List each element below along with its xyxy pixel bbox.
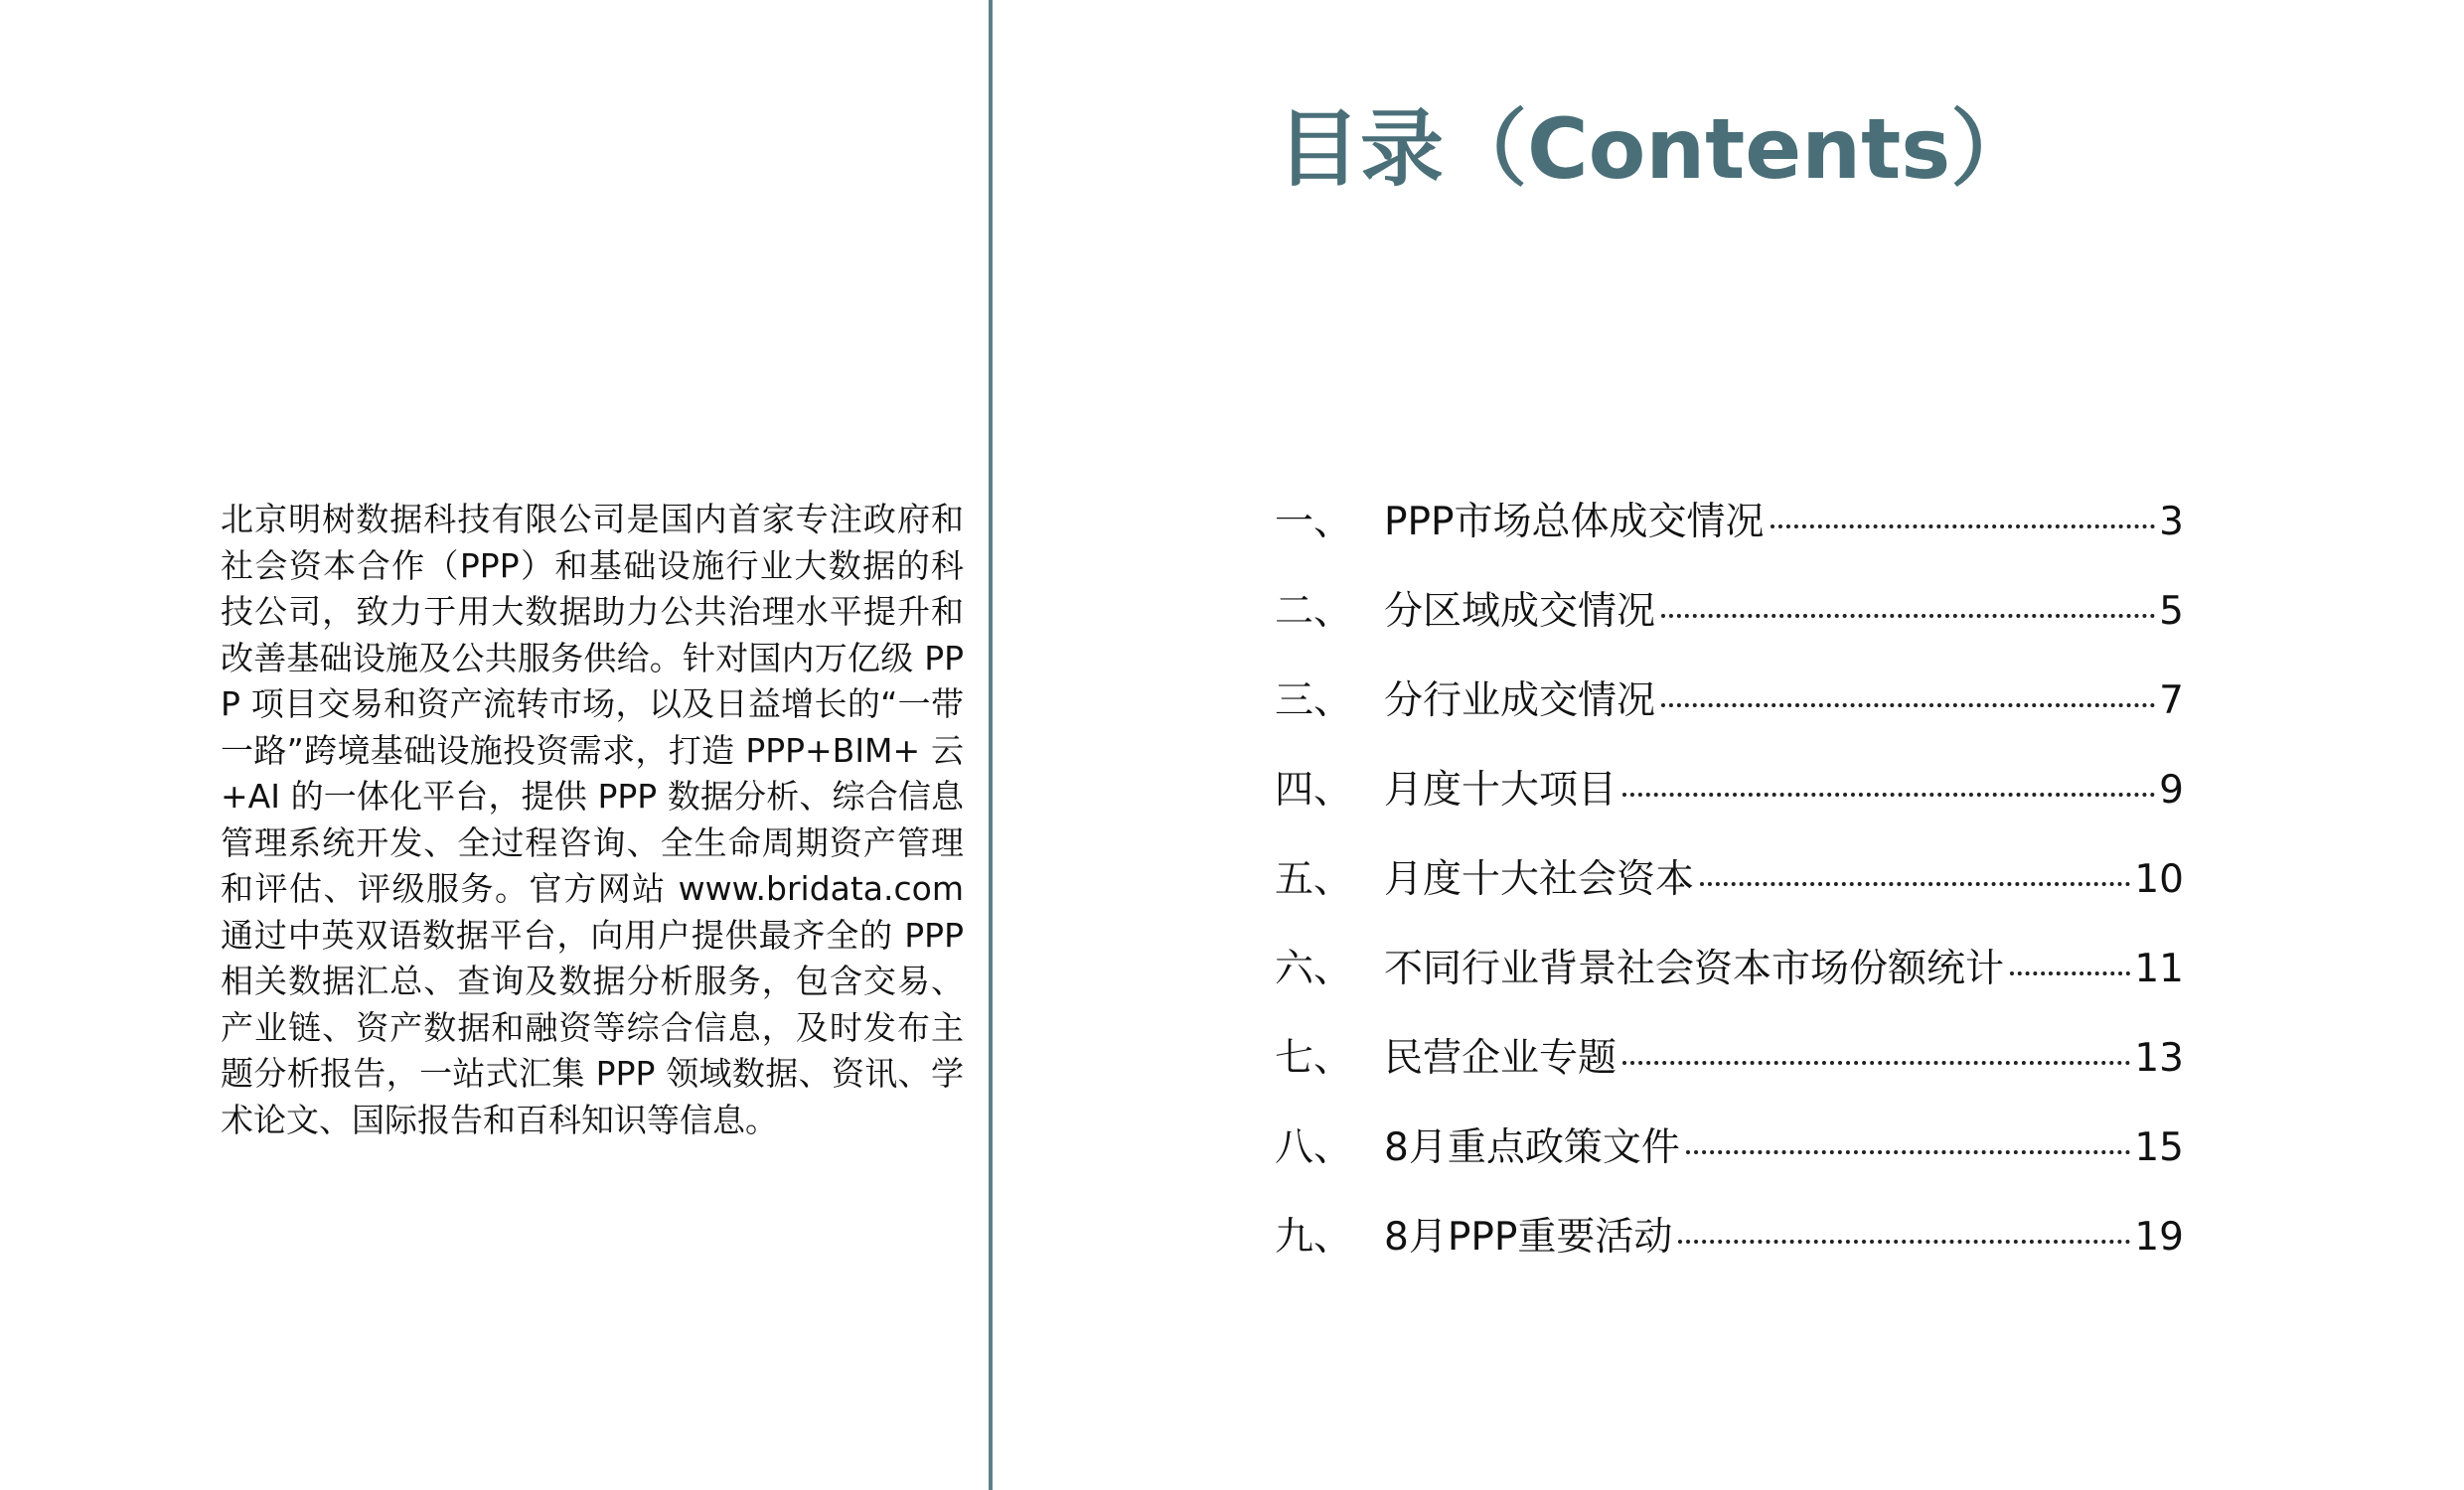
toc-item-page: 13 [2134,1036,2184,1081]
toc-item-title: 8月重点政策文件 [1384,1125,1680,1170]
toc-item-number: 五、 [1275,857,1353,902]
toc-dot-leader [1686,1150,2131,1154]
toc-item[interactable] [1275,497,2184,586]
toc-item-number: 一、 [1275,500,1353,544]
toc-item-page: 3 [2159,500,2184,544]
toc-dot-leader [1678,1240,2130,1244]
toc-item-number: 四、 [1275,768,1353,813]
toc-item-title: 民营企业专题 [1384,1036,1617,1081]
toc-item-title: 8月PPP重要活动 [1384,1215,1673,1260]
toc-item-page: 10 [2134,857,2184,902]
toc-item[interactable] [1275,586,2184,675]
toc-item[interactable] [1275,944,2184,1033]
toc-item-page: 5 [2159,589,2184,634]
company-intro-paragraph: 北京明树数据科技有限公司是国内首家专注政府和社会资本合作（PPP）和基础设施行业大数据的科技公司，致力于用大数据助力公共治理水平提升和改善基础设施及公共服务供给。针对国内万亿级 PPP 项目交易和资产流转市场，以及日益增长的“一带一路”跨境基础设施投资需求，打造 PPP+BIM+ 云 +AI 的一体化平台，提供 PPP 数据分析、综合信息管理系统开发、全过程咨询、全生命周期资产管理和评估、评级服务。官方网站 www.bridata.com 通过中英双语数据平台，向用户提供最齐全的 PPP 相关数据汇总、查询及数据分析服务，包含交易、产业链、资产数据和融资等综合信息，及时发布主题分析报告，一站式汇集 PPP 领域数据、资讯、学术论文、国际报告和百科知识等信息。 [221,500,964,1139]
toc-item[interactable] [1275,675,2184,765]
toc-item[interactable] [1275,765,2184,854]
toc-dot-leader [1661,614,2155,618]
toc-item-title: 月度十大项目 [1384,768,1617,813]
toc-item-number: 六、 [1275,947,1353,991]
toc-title: 目录（Contents） [1277,100,2035,198]
toc-item-number: 九、 [1275,1215,1353,1260]
toc-item-page: 19 [2134,1215,2184,1260]
toc-item[interactable] [1275,1033,2184,1122]
toc-item-page: 11 [2134,947,2184,991]
toc-item-number: 八、 [1275,1125,1353,1170]
toc-item[interactable] [1275,1122,2184,1212]
toc-item-page: 15 [2134,1125,2184,1170]
toc-dot-leader [1771,524,2156,528]
toc-dot-leader [1622,793,2155,797]
toc-item-page: 9 [2159,768,2184,813]
toc-item-title: 分行业成交情况 [1384,678,1656,723]
toc-dot-leader [1622,1061,2130,1065]
toc-dot-leader [1661,703,2155,707]
toc-item-number: 二、 [1275,589,1353,634]
toc-dot-leader [2010,971,2130,975]
toc-list [1275,497,2184,1301]
toc-item[interactable] [1275,854,2184,944]
toc-item-page: 7 [2159,678,2184,723]
toc-item-title: PPP市场总体成交情况 [1384,500,1765,544]
toc-dot-leader [1700,882,2130,886]
toc-item-title: 分区域成交情况 [1384,589,1656,634]
toc-item-title: 不同行业背景社会资本市场份额统计 [1384,947,2005,991]
left-panel [0,0,989,1490]
toc-item[interactable] [1275,1212,2184,1301]
toc-item-number: 三、 [1275,678,1353,723]
toc-item-title: 月度十大社会资本 [1384,857,1695,902]
right-panel [993,0,2464,1490]
toc-item-number: 七、 [1275,1036,1353,1081]
